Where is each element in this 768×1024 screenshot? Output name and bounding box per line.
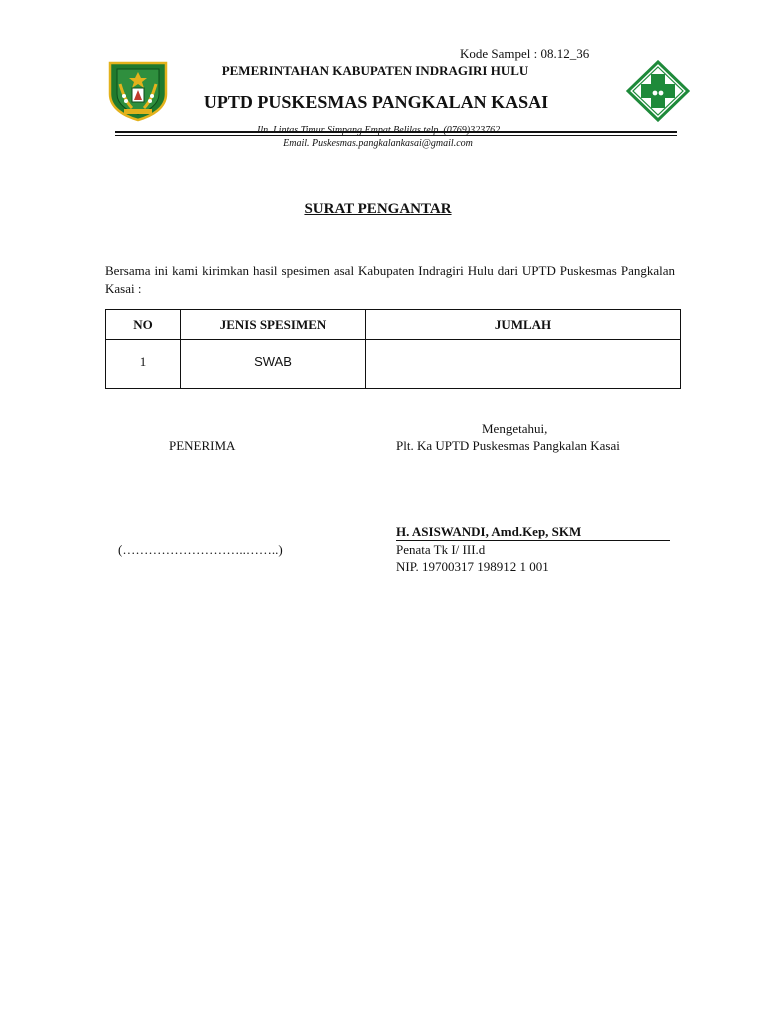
signer-name: H. ASISWANDI, Amd.Kep, SKM — [396, 524, 670, 541]
table-header-row — [106, 310, 681, 340]
header-jumlah: JUMLAH — [366, 310, 681, 340]
signer-rank: Penata Tk I/ III.d — [396, 542, 486, 557]
header-no: NO — [106, 310, 181, 340]
cell-jenis-spesimen: SWAB — [181, 340, 366, 389]
sample-code: Kode Sampel : 08.12_36 — [460, 46, 590, 61]
government-name: PEMERINTAHAN KABUPATEN INDRAGIRI HULU — [221, 63, 529, 78]
acknowledged-label: Mengetahui, — [482, 421, 548, 436]
cell-jumlah — [366, 340, 681, 389]
cell-no: 1 — [106, 340, 181, 389]
institution-email: Email. Puskesmas.pangkalankasai@gmail.com — [283, 138, 473, 149]
document-title: SURAT PENGANTAR — [304, 201, 452, 217]
receiver-signature-blank: (………………………..……..) — [118, 542, 283, 557]
institution-name: UPTD PUSKESMAS PANGKALAN KASAI — [203, 92, 549, 112]
receiver-label: PENERIMA — [169, 438, 236, 453]
signer-position: Plt. Ka UPTD Puskesmas Pangkalan Kasai — [396, 438, 620, 453]
specimen-table — [105, 309, 681, 389]
header-jenis-spesimen: JENIS SPESIMEN — [181, 310, 366, 340]
institution-address: Jln. Lintas Timur Simpang Empat Belilas telp. (0769)323762 — [255, 125, 501, 136]
signer-nip: NIP. 19700317 198912 1 001 — [396, 559, 549, 574]
intro-paragraph: Bersama ini kami kirimkan hasil spesimen asal Kabupaten Indragiri Hulu dari UPTD Puskesmas Pangkalan Kasai : — [105, 263, 675, 296]
table-row — [106, 340, 681, 389]
